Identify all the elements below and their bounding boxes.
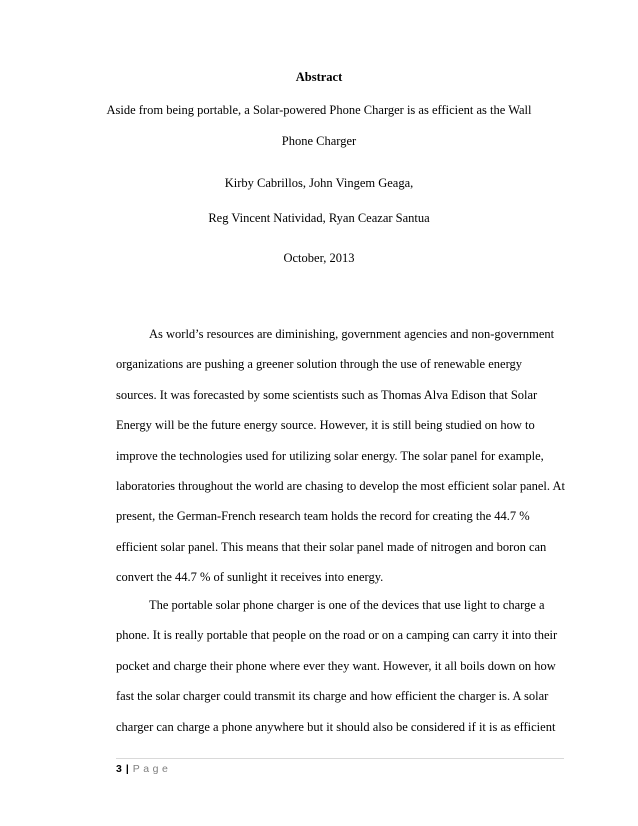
paragraph-line: organizations are pushing a greener solution through the use of renewable energy	[116, 357, 523, 372]
paragraph-line: convert the 44.7 % of sunlight it receives into energy.	[116, 570, 384, 585]
abstract-subtitle-line-1: Aside from being portable, a Solar-powered Phone Charger is as efficient as the Wall	[106, 103, 532, 117]
authors-line-2: Reg Vincent Natividad, Ryan Ceazar Santua	[208, 211, 430, 225]
paragraph-line: As world’s resources are diminishing, government agencies and non-government	[149, 327, 555, 341]
abstract-subtitle-line-2: Phone Charger	[281, 134, 357, 148]
document-date: October, 2013	[283, 251, 355, 265]
paragraph-line: Energy will be the future energy source. However, it is still being studied on how to	[116, 418, 535, 433]
paragraph-line: The portable solar phone charger is one of the devices that use light to charge a	[149, 598, 545, 612]
abstract-title: Abstract	[295, 70, 343, 84]
paragraph-2	[116, 590, 568, 742]
paragraph-line: improve the technologies used for utilizing solar energy. The solar panel for example,	[116, 448, 544, 463]
authors-line-1: Kirby Cabrillos, John Vingem Geaga,	[224, 176, 414, 190]
page-number: 3	[116, 763, 122, 775]
paragraph-line: charger can charge a phone anywhere but it should also be considered if it is as efficient	[116, 719, 556, 734]
page-label: Page	[132, 763, 172, 775]
paragraph-1	[116, 319, 568, 593]
paragraph-line: present, the German-French research team holds the record for creating the 44.7 %	[116, 509, 530, 524]
paragraph-line: sources. It was forecasted by some scientists such as Thomas Alva Edison that Solar	[116, 387, 538, 402]
footer-divider	[116, 758, 564, 759]
paragraph-line: fast the solar charger could transmit its charge and how efficient the charger is. A solar	[116, 689, 549, 704]
footer-separator: |	[125, 763, 129, 775]
page-footer	[116, 763, 171, 775]
paragraph-line: laboratories throughout the world are chasing to develop the most efficient solar panel. At	[116, 478, 565, 493]
paragraph-line: pocket and charge their phone where ever they want. However, it all boils down on how	[116, 658, 556, 673]
paragraph-line: phone. It is really portable that people on the road or on a camping can carry it into their	[116, 628, 558, 643]
paragraph-line: efficient solar panel. This means that their solar panel made of nitrogen and boron can	[116, 539, 547, 554]
